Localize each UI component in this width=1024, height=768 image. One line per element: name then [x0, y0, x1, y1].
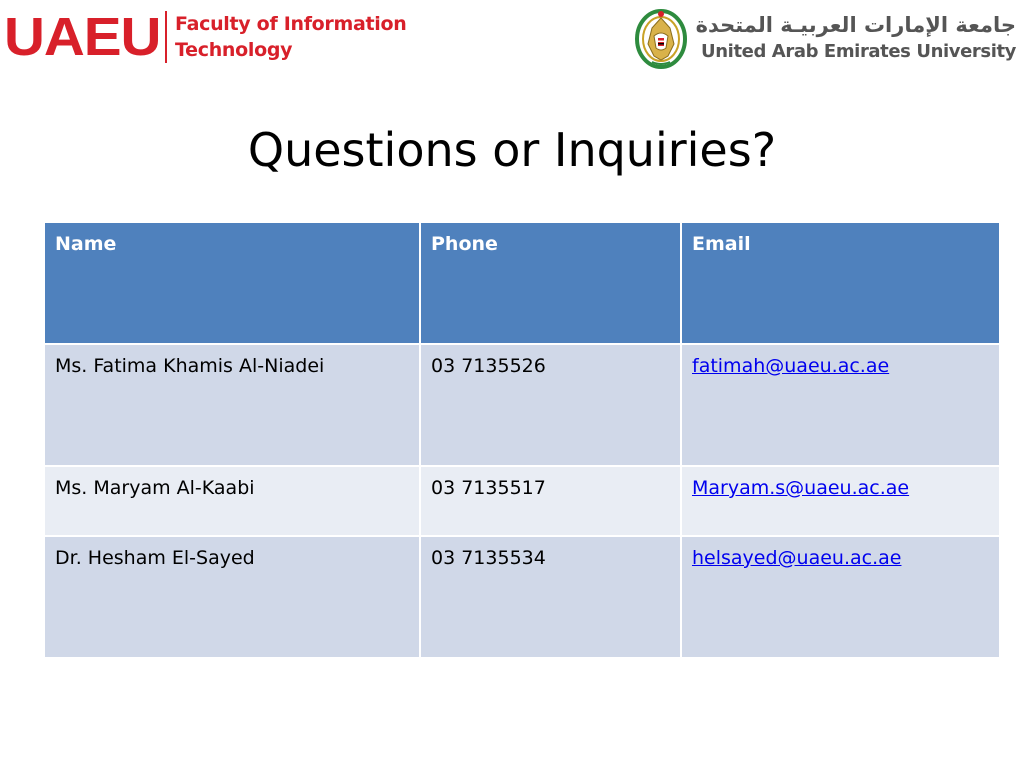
table-row [44, 344, 1000, 466]
email-link[interactable]: fatimah@uaeu.ac.ae [692, 355, 890, 377]
contact-name-cell: Ms. Maryam Al-Kaabi [44, 466, 420, 536]
slide-title: Questions or Inquiries? [247, 123, 777, 177]
table-row [44, 536, 1000, 658]
column-header-email: Email [681, 222, 1000, 344]
logo-divider [165, 11, 167, 63]
contact-email-cell [681, 536, 1000, 658]
contact-phone-cell: 03 7135526 [420, 344, 681, 466]
table-row [44, 466, 1000, 536]
contact-name-cell: Ms. Fatima Khamis Al-Niadei [44, 344, 420, 466]
contact-table [43, 221, 1001, 659]
faculty-name [175, 11, 407, 63]
uaeu-wordmark: UAEU [4, 7, 161, 67]
column-header-phone: Phone [420, 222, 681, 344]
contact-phone-cell: 03 7135517 [420, 466, 681, 536]
university-logo [632, 6, 1016, 70]
email-link[interactable]: helsayed@uaeu.ac.ae [692, 547, 902, 569]
column-header-name: Name [44, 222, 420, 344]
university-name-arabic: جامعة الإمارات العربيـة المتحدة [695, 13, 1016, 37]
email-link[interactable]: Maryam.s@uaeu.ac.ae [692, 477, 910, 499]
uaeu-faculty-logo [4, 8, 407, 66]
contact-email-cell [681, 466, 1000, 536]
university-name [696, 11, 1016, 65]
university-emblem-icon [632, 6, 690, 70]
table-header-row [44, 222, 1000, 344]
university-name-english: United Arab Emirates University [701, 41, 1016, 62]
contact-name-cell: Dr. Hesham El-Sayed [44, 536, 420, 658]
contact-email-cell [681, 344, 1000, 466]
contact-phone-cell: 03 7135534 [420, 536, 681, 658]
faculty-name-line1: Faculty of Information [175, 13, 407, 35]
faculty-name-line2: Technology [175, 39, 293, 61]
